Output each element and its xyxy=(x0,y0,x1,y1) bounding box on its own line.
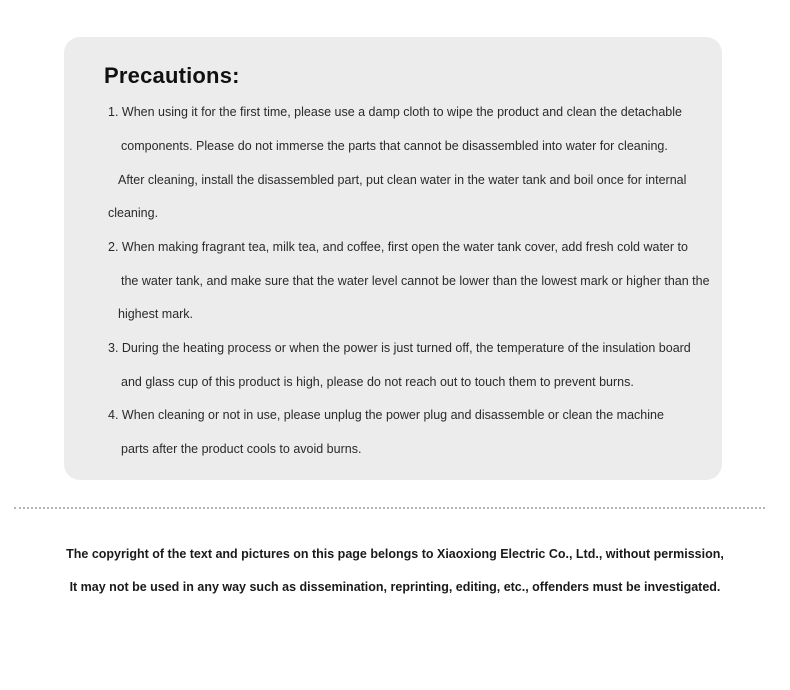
precaution-line: and glass cup of this product is high, please do not reach out to touch them to prevent burns. xyxy=(121,375,634,389)
precaution-line: 3. During the heating process or when the power is just turned off, the temperature of the insulation board xyxy=(108,341,691,355)
precaution-line: 2. When making fragrant tea, milk tea, and coffee, first open the water tank cover, add fresh cold water to xyxy=(108,240,688,254)
precaution-line: After cleaning, install the disassembled part, put clean water in the water tank and boil once for internal xyxy=(118,173,687,187)
precaution-line: highest mark. xyxy=(118,307,194,321)
precaution-line: cleaning. xyxy=(108,206,159,220)
copyright-line-1: The copyright of the text and pictures on this page belongs to Xiaoxiong Electric Co., Ltd., without permission, xyxy=(66,547,724,561)
precaution-line: parts after the product cools to avoid burns. xyxy=(121,442,362,456)
precaution-line: 4. When cleaning or not in use, please unplug the power plug and disassemble or clean the machine xyxy=(108,408,664,422)
precautions-card xyxy=(64,37,722,480)
dotted-divider xyxy=(14,507,765,509)
precaution-line: components. Please do not immerse the parts that cannot be disassembled into water for cleaning. xyxy=(121,139,668,153)
precaution-line: the water tank, and make sure that the water level cannot be lower than the lowest mark or higher than the xyxy=(121,274,710,288)
precaution-line: 1. When using it for the first time, please use a damp cloth to wipe the product and clean the detachable xyxy=(108,105,682,119)
copyright-line-2: It may not be used in any way such as dissemination, reprinting, editing, etc., offenders must be investigated. xyxy=(69,580,721,594)
precautions-title: Precautions: xyxy=(104,63,240,88)
